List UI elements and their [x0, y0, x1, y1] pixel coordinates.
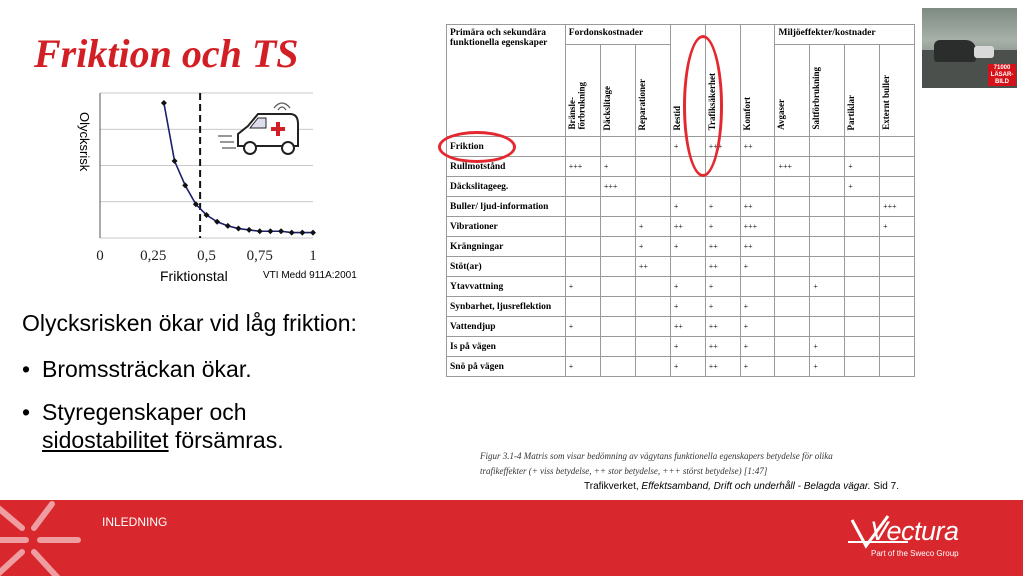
matrix-row [447, 157, 915, 177]
matrix-cell [565, 197, 600, 217]
matrix-row-label: Buller/ ljud-information [447, 197, 566, 217]
matrix-cell [775, 197, 810, 217]
matrix-cell: + [565, 277, 600, 297]
matrix-cell [600, 337, 635, 357]
matrix-cell [565, 137, 600, 157]
friction-risk-chart [60, 88, 330, 273]
matrix-cell [705, 177, 740, 197]
matrix-cell: ++ [740, 197, 775, 217]
matrix-cell: + [845, 157, 880, 177]
matrix-row [447, 357, 915, 377]
matrix-cell [600, 197, 635, 217]
matrix-cell [600, 217, 635, 237]
matrix-cell: + [670, 237, 705, 257]
matrix-cell [845, 217, 880, 237]
credit-prefix: Trafikverket, [584, 481, 642, 492]
matrix-cell [635, 197, 670, 217]
matrix-row-label: Vattendjup [447, 317, 566, 337]
matrix-row-label: Synbarhet, ljusreflektion [447, 297, 566, 317]
matrix-cell: ++ [705, 317, 740, 337]
friction-highlight-circle [438, 131, 516, 163]
matrix-cell: +++ [775, 157, 810, 177]
brand-name: Vectura [870, 516, 959, 546]
matrix-cell [565, 217, 600, 237]
matrix-cell [565, 297, 600, 317]
matrix-col-header: Däckslitage [600, 45, 635, 137]
matrix-cell [810, 137, 845, 157]
bullet-braking: • Bromssträckan ökar. [22, 356, 442, 384]
matrix-cell: + [565, 357, 600, 377]
matrix-cell [845, 297, 880, 317]
chart-data-point [172, 158, 178, 164]
matrix-col-header: Reparationer [635, 45, 670, 137]
matrix-col-header: Avgaser [775, 45, 810, 137]
ambulance-wheel [282, 142, 294, 154]
matrix-cell [845, 197, 880, 217]
chart-x-axis-label: Friktionstal [160, 268, 228, 284]
matrix-cell [880, 137, 915, 157]
bullet-steering-suffix: försämras. [174, 426, 284, 453]
matrix-row [447, 317, 915, 337]
accident-photo [922, 8, 1017, 88]
matrix-cell [635, 177, 670, 197]
matrix-row-label: Is på vägen [447, 337, 566, 357]
matrix-cell [600, 317, 635, 337]
matrix-cell: + [635, 217, 670, 237]
matrix-cell [810, 237, 845, 257]
matrix-cell: + [565, 317, 600, 337]
matrix-cell [565, 177, 600, 197]
credit-suffix: Sid 7. [870, 481, 899, 492]
matrix-row-label: Ytavvattning [447, 277, 566, 297]
lead-text: Olycksrisken ökar vid låg friktion: [22, 310, 357, 336]
matrix-cell: + [810, 357, 845, 377]
matrix-cell: ++ [705, 237, 740, 257]
credit-title: Effektsamband, Drift och underhåll - Belagda vägar. [641, 481, 871, 492]
matrix-cell: + [670, 337, 705, 357]
matrix-cell: + [670, 137, 705, 157]
matrix-cell: ++ [740, 137, 775, 157]
matrix-cell: + [810, 337, 845, 357]
matrix-cell: + [600, 157, 635, 177]
matrix-cell: ++ [670, 317, 705, 337]
matrix-cell [880, 357, 915, 377]
matrix-row [447, 177, 915, 197]
ambulance-cross-h [271, 127, 285, 131]
chart-data-point [225, 223, 231, 229]
matrix-col-header: Saltförbrukning [810, 45, 845, 137]
matrix-cell: + [635, 237, 670, 257]
matrix-cell: + [740, 317, 775, 337]
matrix-cell [810, 217, 845, 237]
matrix-cell: ++ [740, 237, 775, 257]
bullet-steering [22, 399, 442, 454]
matrix-cell [810, 197, 845, 217]
matrix-cell [600, 237, 635, 257]
matrix-cell [635, 357, 670, 377]
matrix-group-vehicle-costs: Fordonskostnader [565, 25, 670, 45]
chart-source: VTI Medd 911A:2001 [263, 270, 357, 281]
matrix-cell [635, 297, 670, 317]
matrix-cell [635, 157, 670, 177]
bullet-steering-underlined: sidostabilitet [42, 426, 169, 453]
matrix-cell [670, 257, 705, 277]
matrix-cell [600, 357, 635, 377]
matrix-col-header: Bränsle- förbrukning [565, 45, 600, 137]
matrix-cell [880, 237, 915, 257]
matrix-cell: + [880, 217, 915, 237]
matrix-col-header: Trafiksäkerhet [705, 25, 740, 137]
figure-caption: Figur 3.1-4 Matris som visar bedömning av vägytans funktionella egenskapers betydelse för olika trafikeffekter (+ viss betydelse, ++ stor betydelse, +++ störst betydelse) [1:47] [480, 451, 833, 476]
matrix-cell: +++ [565, 157, 600, 177]
matrix-col-header: Restid [670, 25, 705, 137]
chart-y-axis-label: Olycksrisk [77, 112, 92, 172]
chart-data-point [289, 230, 295, 236]
bullet-list [22, 356, 442, 455]
matrix-cell: + [670, 357, 705, 377]
matrix-cell [880, 297, 915, 317]
ambulance-siren-waves [274, 103, 290, 110]
source-credit [584, 481, 899, 492]
chart-x-tick-label: 0,5 [197, 248, 216, 264]
matrix-cell [600, 277, 635, 297]
chart-x-tick-label: 0 [96, 248, 104, 264]
matrix-row [447, 197, 915, 217]
matrix-cell [565, 257, 600, 277]
brand-tagline: Part of the Sweco Group [871, 549, 959, 558]
matrix-cell [810, 177, 845, 197]
chart-x-tick-label: 0,75 [246, 248, 273, 264]
matrix-cell [775, 297, 810, 317]
matrix-cell [880, 157, 915, 177]
matrix-cell [565, 237, 600, 257]
matrix-cell [775, 177, 810, 197]
matrix-cell [810, 257, 845, 277]
chart-x-tick-label: 0,25 [140, 248, 167, 264]
matrix-cell [635, 277, 670, 297]
chart-data-point [246, 227, 252, 233]
matrix-cell [635, 137, 670, 157]
chart-data-point [310, 230, 316, 236]
matrix-cell [810, 297, 845, 317]
matrix-cell [810, 317, 845, 337]
matrix-cell [810, 157, 845, 177]
matrix-row [447, 337, 915, 357]
matrix-row [447, 277, 915, 297]
matrix-cell: + [810, 277, 845, 297]
matrix-col-header: Partiklar [845, 45, 880, 137]
matrix-cell: + [845, 177, 880, 197]
chart-data-point [267, 228, 273, 234]
body-text [22, 310, 442, 470]
matrix-cell [775, 137, 810, 157]
matrix-cell: +++ [600, 177, 635, 197]
matrix-cell [565, 337, 600, 357]
slide-title: Friktion och TS [34, 31, 299, 76]
functional-properties-matrix [446, 24, 915, 377]
matrix-cell [740, 177, 775, 197]
matrix-cell [775, 357, 810, 377]
matrix-cell [740, 277, 775, 297]
matrix-row-label: Snö på vägen [447, 357, 566, 377]
ambulance-wheel [244, 142, 256, 154]
matrix-cell [775, 337, 810, 357]
chart-data-point [257, 228, 263, 234]
matrix-cell [880, 257, 915, 277]
matrix-row [447, 257, 915, 277]
matrix-cell [845, 277, 880, 297]
matrix-row [447, 217, 915, 237]
chart-x-tick-label: 1 [309, 248, 317, 264]
ambulance-motion-lines [218, 136, 236, 148]
matrix-cell [775, 277, 810, 297]
matrix-cell [600, 257, 635, 277]
photo-crashed-car [934, 40, 976, 62]
photo-second-car [974, 46, 994, 58]
ambulance-icon [218, 103, 298, 154]
matrix-cell: ++ [705, 357, 740, 377]
chart-data-point [161, 100, 167, 106]
matrix-cell: + [670, 277, 705, 297]
matrix-cell: ++ [635, 257, 670, 277]
chart-data-point [235, 226, 241, 232]
matrix-row-label: Rullmotstånd [447, 157, 566, 177]
chart-data-point [278, 228, 284, 234]
matrix-cell: + [705, 297, 740, 317]
matrix-col-header: Externt buller [880, 45, 915, 137]
matrix-row-label: Däckslitageeg. [447, 177, 566, 197]
matrix-cell: + [670, 297, 705, 317]
matrix-cell [600, 137, 635, 157]
matrix-cell [880, 177, 915, 197]
matrix-cell [845, 337, 880, 357]
matrix-cell [880, 317, 915, 337]
matrix-cell: +++ [740, 217, 775, 237]
matrix-cell [845, 257, 880, 277]
matrix-row-label: Stöt(ar) [447, 257, 566, 277]
matrix-cell: + [670, 197, 705, 217]
matrix-cell: + [705, 277, 740, 297]
matrix-cell [600, 297, 635, 317]
photo-reader-badge: 71000 LÄSAR- BILD [988, 64, 1016, 86]
matrix-row-label: Friktion [447, 137, 566, 157]
matrix-cell [775, 317, 810, 337]
matrix-cell: + [705, 217, 740, 237]
matrix-body [447, 137, 915, 377]
matrix-cell [845, 237, 880, 257]
matrix-cell [635, 337, 670, 357]
matrix-cell [880, 277, 915, 297]
matrix-row [447, 297, 915, 317]
matrix-cell [845, 357, 880, 377]
matrix-cell [880, 337, 915, 357]
matrix-cell: + [740, 357, 775, 377]
traffic-safety-highlight-circle [683, 35, 723, 177]
matrix-col-header: Komfort [740, 25, 775, 137]
matrix-cell [635, 317, 670, 337]
matrix-cell [845, 317, 880, 337]
matrix-cell: + [740, 257, 775, 277]
matrix-cell: + [740, 297, 775, 317]
matrix-corner-header: Primära och sekundära funktionella egenskaper [447, 25, 566, 137]
matrix-cell: ++ [705, 257, 740, 277]
matrix-row [447, 137, 915, 157]
matrix-row-label: Vibrationer [447, 217, 566, 237]
matrix-cell [845, 137, 880, 157]
matrix-cell: ++ [705, 337, 740, 357]
matrix-row [447, 237, 915, 257]
matrix-cell: + [740, 337, 775, 357]
matrix-cell: +++ [705, 137, 740, 157]
matrix-group-environment: Miljöeffekter/kostnader [775, 25, 915, 45]
matrix-cell: + [705, 197, 740, 217]
bullet-steering-prefix: Styregenskaper och [42, 399, 247, 426]
matrix-cell [775, 257, 810, 277]
footer-section-label: INLEDNING [102, 515, 168, 529]
chart-plot [60, 88, 330, 273]
footer-decoration-icon [0, 500, 90, 576]
chart-data-point [299, 230, 305, 236]
matrix-cell: ++ [670, 217, 705, 237]
matrix-cell [775, 217, 810, 237]
matrix-cell [775, 237, 810, 257]
matrix-row-label: Krängningar [447, 237, 566, 257]
matrix-cell [670, 177, 705, 197]
matrix-cell: +++ [880, 197, 915, 217]
matrix-cell [740, 157, 775, 177]
